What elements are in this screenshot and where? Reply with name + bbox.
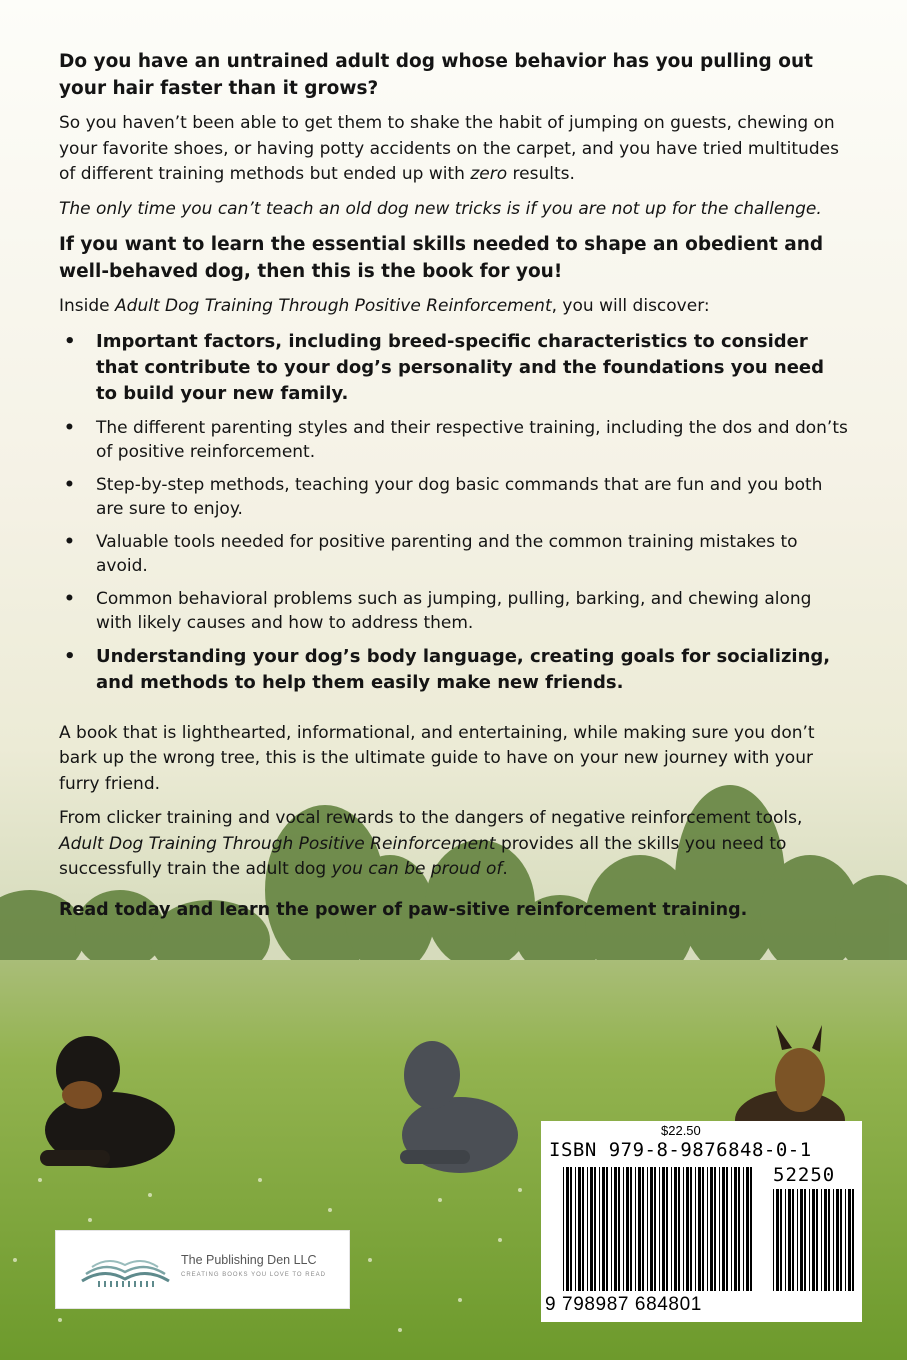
barcode-bar	[852, 1189, 854, 1291]
barcode-bar	[666, 1167, 668, 1291]
pitch: If you want to learn the essential skills needed to shape an obedient and well-behaved dog, then this is the book for you!	[59, 234, 824, 282]
barcode-bar	[731, 1167, 732, 1291]
summary-paragraph: A book that is lighthearted, informational, and entertaining, while making sure you don’t bark up the wrong tree, this is the ultimate guide to have on your new journey with your furry friend.	[59, 722, 815, 794]
barcode-bar	[750, 1167, 752, 1291]
barcode-bar	[570, 1167, 572, 1291]
list-item: • Common behavioral problems such as jumping, pulling, barking, and chewing along with likely causes and how to address them.	[59, 587, 849, 635]
barcode-bar	[594, 1167, 596, 1291]
discover-list	[59, 329, 849, 696]
barcode-bar	[611, 1167, 612, 1291]
barcode-bar	[734, 1167, 737, 1291]
headline: Do you have an untrained adult dog whose behavior has you pulling out your hair faster than it grows?	[59, 51, 813, 99]
barcode-bar	[812, 1189, 815, 1291]
barcode-bar	[776, 1189, 779, 1291]
list-item: • Valuable tools needed for positive parenting and the common training mistakes to avoid.	[59, 530, 849, 578]
call-to-action: Read today and learn the power of paw-sitive reinforcement training.	[59, 899, 748, 920]
barcode-bar	[623, 1167, 624, 1291]
barcode-addon-digits: 52250	[773, 1164, 836, 1186]
barcode-bar	[800, 1189, 803, 1291]
barcode-bar	[809, 1189, 810, 1291]
barcode-bar	[650, 1167, 653, 1291]
barcode-bar	[824, 1189, 827, 1291]
barcode-bar	[626, 1167, 629, 1291]
barcode-bar	[710, 1167, 713, 1291]
barcode-bar	[726, 1167, 728, 1291]
barcode-bar	[828, 1189, 830, 1291]
skills-paragraph: From clicker training and vocal rewards to the dangers of negative reinforcement tools, Adult Dog Training Through Positive Reinforcement provides all the skills you need to successfully train the adult dog you can be proud of.	[59, 808, 803, 879]
barcode-bar	[719, 1167, 720, 1291]
barcode-bar	[575, 1167, 576, 1291]
barcode-bar	[845, 1189, 846, 1291]
back-cover-copy	[59, 48, 849, 932]
barcode-bar	[602, 1167, 605, 1291]
isbn-number: ISBN 979-8-9876848-0-1	[549, 1139, 812, 1161]
publisher-tagline: CREATING BOOKS YOU LOVE TO READ	[181, 1272, 326, 1278]
barcode-bar	[695, 1167, 696, 1291]
barcode-bar	[618, 1167, 620, 1291]
discover-intro: Inside Adult Dog Training Through Positive Reinforcement, you will discover:	[59, 296, 710, 316]
barcode-bar	[788, 1189, 791, 1291]
barcode-bar	[647, 1167, 648, 1291]
barcode-bar	[654, 1167, 656, 1291]
intro-paragraph: So you haven’t been able to get them to shake the habit of jumping on guests, chewing on your favorite shoes, or having potty accidents on the carpet, and you have tried multitudes of different training methods but ended up with zero results.	[59, 113, 839, 184]
barcode-bar	[582, 1167, 584, 1291]
barcode-bar	[702, 1167, 704, 1291]
list-item: • Important factors, including breed-specific characteristics to consider that contribute to your dog’s personality and the foundations you need to build your new family.	[59, 329, 849, 407]
barcode-bar	[833, 1189, 834, 1291]
barcode-bar	[773, 1189, 774, 1291]
barcode-bar	[671, 1167, 672, 1291]
barcode-bar	[674, 1167, 677, 1291]
barcode-bar	[606, 1167, 608, 1291]
barcode-bar	[816, 1189, 818, 1291]
list-item: • The different parenting styles and their respective training, including the dos and don’ts of positive reinforcement.	[59, 416, 849, 464]
barcode-bar	[743, 1167, 744, 1291]
price: $22.50	[661, 1123, 701, 1138]
barcode-bar	[797, 1189, 798, 1291]
barcode-bar	[821, 1189, 822, 1291]
barcode-bar	[635, 1167, 636, 1291]
barcode-bar	[630, 1167, 632, 1291]
barcode-bar	[836, 1189, 839, 1291]
barcode-bar	[678, 1167, 680, 1291]
barcode-bar	[714, 1167, 716, 1291]
publisher-logo	[55, 1230, 350, 1309]
barcode-bar	[563, 1167, 564, 1291]
barcode-digits: 9 798987 684801	[545, 1294, 702, 1315]
isbn-barcode	[541, 1121, 862, 1322]
barcode-bar	[599, 1167, 600, 1291]
barcode-bar	[690, 1167, 692, 1291]
barcode-bar	[698, 1167, 701, 1291]
barcode-bar	[840, 1189, 842, 1291]
barcode-bar	[614, 1167, 617, 1291]
barcode-bar	[587, 1167, 588, 1291]
barcode-bar	[848, 1189, 851, 1291]
barcode-bar	[638, 1167, 641, 1291]
barcode-bar	[780, 1189, 782, 1291]
barcode-bar	[804, 1189, 806, 1291]
open-book-icon	[78, 1251, 173, 1289]
barcode-bar	[686, 1167, 689, 1291]
barcode-bar	[578, 1167, 581, 1291]
list-item: • Step-by-step methods, teaching your dog basic commands that are fun and you both are sure to enjoy.	[59, 473, 849, 521]
barcode-bar	[662, 1167, 665, 1291]
barcode-bar	[746, 1167, 749, 1291]
barcode-bar	[683, 1167, 684, 1291]
barcode-bar	[707, 1167, 708, 1291]
barcode-bar	[722, 1167, 725, 1291]
barcode-bar	[566, 1167, 569, 1291]
barcode-bar	[642, 1167, 644, 1291]
list-item: • Understanding your dog’s body language, creating goals for socializing, and methods to help them easily make new friends.	[59, 644, 849, 696]
barcode-bar	[785, 1189, 786, 1291]
quote: The only time you can’t teach an old dog new tricks is if you are not up for the challenge.	[59, 198, 822, 219]
barcode-bar	[590, 1167, 593, 1291]
publisher-name: The Publishing Den LLC	[181, 1253, 317, 1267]
barcode-bar	[659, 1167, 660, 1291]
barcode-bar	[738, 1167, 740, 1291]
barcode-bar	[792, 1189, 794, 1291]
